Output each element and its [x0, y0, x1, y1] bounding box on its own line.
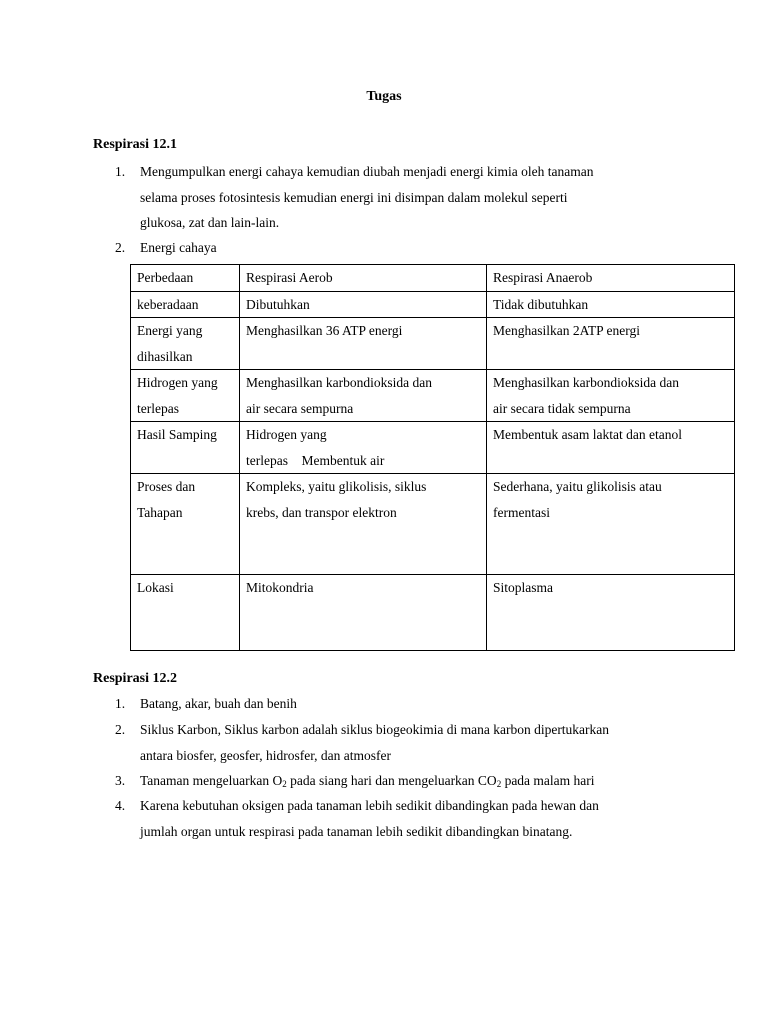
cell-line: Kompleks, yaitu glikolisis, siklus	[246, 479, 427, 494]
list-text-line: jumlah organ untuk respirasi pada tanaman lebih sedikit dibandingkan binatang.	[140, 823, 573, 839]
table-cell	[487, 422, 735, 474]
section-heading-respirasi-12-2: Respirasi 12.2	[93, 671, 177, 686]
cell-line: air secara sempurna	[246, 400, 354, 416]
table-cell	[240, 291, 487, 318]
table-cell	[240, 575, 487, 651]
list-item	[115, 159, 695, 236]
text-part: Tanaman mengeluarkan O	[140, 773, 283, 788]
cell-line: Lokasi	[137, 580, 174, 595]
list-text-line: Energi cahaya	[140, 240, 217, 255]
table-cell	[487, 370, 735, 422]
table-cell	[240, 422, 487, 474]
cell-line: Sitoplasma	[493, 580, 553, 595]
list-number: 4.	[115, 798, 126, 813]
list-number: 1.	[115, 164, 126, 179]
list-text-line: Batang, akar, buah dan benih	[140, 696, 297, 711]
list-item	[115, 235, 695, 261]
table-row	[131, 422, 735, 474]
subscript: 2	[282, 779, 287, 789]
table-header-cell: Respirasi Aerob	[240, 265, 487, 292]
list-text-line: Mengumpulkan energi cahaya kemudian diubah menjadi energi kimia oleh tanaman	[140, 164, 594, 179]
table-cell	[131, 474, 240, 575]
list-item	[115, 691, 695, 717]
table-cell	[487, 291, 735, 318]
list-item	[115, 717, 695, 768]
list-number: 2.	[115, 240, 126, 255]
table-cell	[131, 318, 240, 370]
table-cell	[240, 474, 487, 575]
text-part: pada malam hari	[501, 773, 595, 788]
cell-line: Dibutuhkan	[246, 296, 310, 312]
cell-line: fermentasi	[493, 504, 550, 520]
section-heading-respirasi-12-1: Respirasi 12.1	[93, 137, 177, 152]
table-cell	[487, 575, 735, 651]
list-text-line: Karena kebutuhan oksigen pada tanaman lebih sedikit dibandingkan pada hewan dan	[140, 798, 599, 813]
cell-line: terlepas Membentuk air	[246, 452, 385, 468]
list-text-line: Siklus Karbon, Siklus karbon adalah siklus biogeokimia di mana karbon dipertukarkan	[140, 722, 610, 737]
subscript: 2	[496, 779, 502, 789]
cell-line: Menghasilkan karbondioksida dan	[493, 375, 679, 390]
cell-line: dihasilkan	[137, 348, 193, 364]
page-title: Tugas	[366, 89, 402, 104]
comparison-table	[130, 264, 735, 651]
text-part: pada siang hari dan mengeluarkan CO	[286, 773, 497, 788]
list-text-line: antara biosfer, geosfer, hidrosfer, dan atmosfer	[140, 747, 392, 763]
table-cell	[131, 370, 240, 422]
table-header-row	[131, 265, 735, 292]
cell-line: Membentuk asam laktat dan etanol	[493, 427, 682, 442]
cell-line: Mitokondria	[246, 580, 314, 595]
table-cell	[487, 474, 735, 575]
cell-line: air secara tidak sempurna	[493, 400, 631, 416]
table-header-cell: Perbedaan	[131, 265, 240, 292]
cell-line: Hidrogen yang	[137, 375, 218, 390]
table-cell	[131, 575, 240, 651]
cell-line: Tidak dibutuhkan	[493, 296, 589, 312]
cell-line: Menghasilkan 36 ATP energi	[246, 323, 403, 338]
table-row	[131, 575, 735, 651]
cell-line: terlepas	[137, 400, 179, 416]
cell-line: Hidrogen yang	[246, 427, 327, 442]
table-cell	[240, 318, 487, 370]
cell-line: Menghasilkan 2ATP energi	[493, 323, 640, 338]
list-item	[115, 793, 695, 844]
cell-line: Energi yang	[137, 323, 203, 338]
cell-line: Sederhana, yaitu glikolisis atau	[493, 479, 662, 494]
list-number: 3.	[115, 773, 126, 788]
table-row	[131, 291, 735, 318]
cell-line: Proses dan	[137, 479, 196, 494]
cell-line: Menghasilkan karbondioksida dan	[246, 375, 432, 390]
table-cell	[131, 291, 240, 318]
list-text-line	[140, 768, 695, 794]
cell-line: Tahapan	[137, 504, 183, 520]
list-text-line: glukosa, zat dan lain-lain.	[140, 215, 280, 230]
cell-line: Hasil Samping	[137, 427, 217, 442]
table-cell	[131, 422, 240, 474]
table-row	[131, 370, 735, 422]
cell-line: krebs, dan transpor elektron	[246, 504, 397, 520]
list-number: 1.	[115, 696, 126, 711]
list-item	[115, 768, 695, 794]
table-cell	[487, 318, 735, 370]
list-text-line: selama proses fotosintesis kemudian energi ini disimpan dalam molekul seperti	[140, 189, 568, 205]
table-row	[131, 474, 735, 575]
table-header-cell: Respirasi Anaerob	[487, 265, 735, 292]
list-number: 2.	[115, 722, 126, 737]
cell-line: keberadaan	[137, 296, 199, 312]
table-row	[131, 318, 735, 370]
table-cell	[240, 370, 487, 422]
